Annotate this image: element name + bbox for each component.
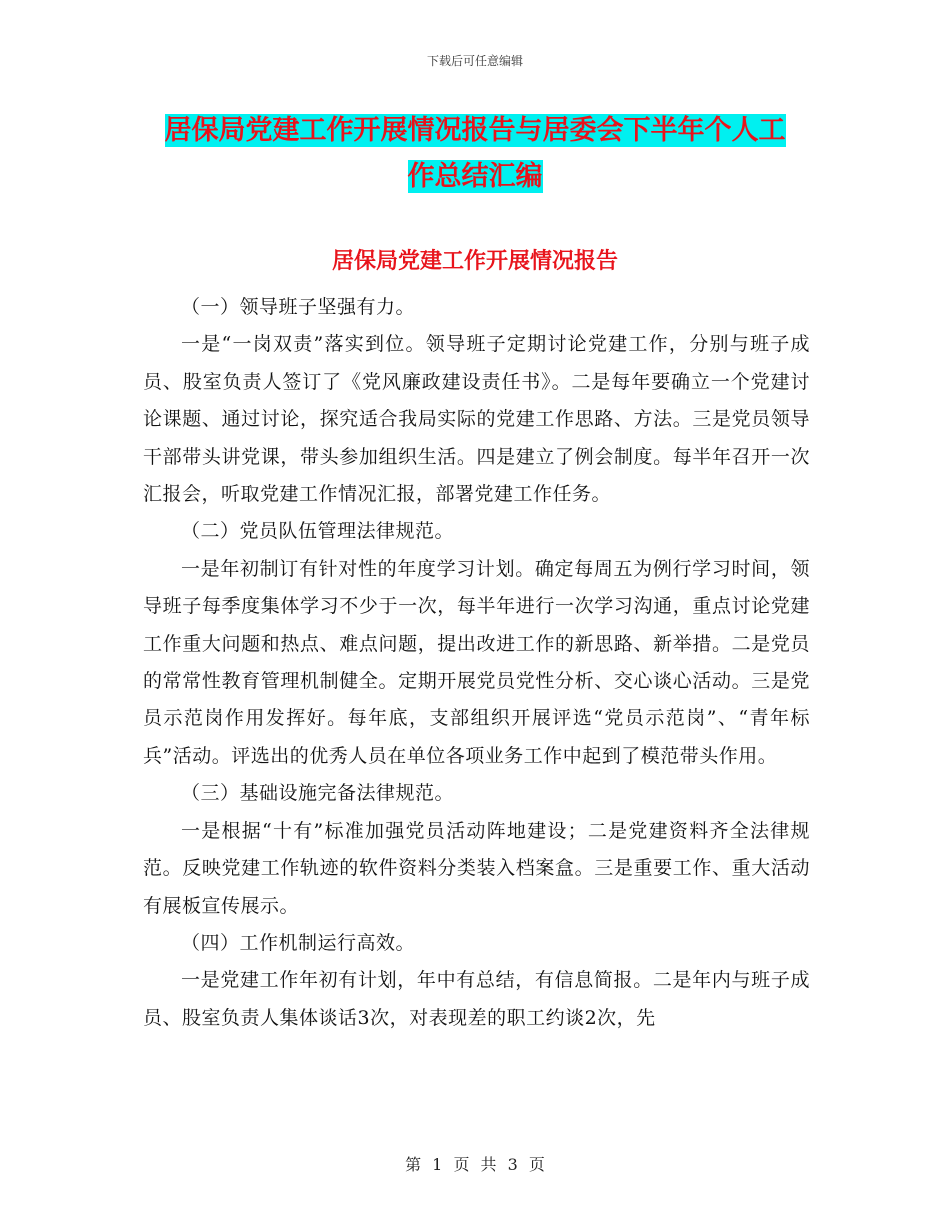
paragraph: 一是年初制订有针对性的年度学习计划。确定每周五为例行学习时间，领导班子每季度集体学习不少于一次，每半年进行一次学习沟通，重点讨论党建工作重大问题和热点、难点问题，提出改进工作的新思路、新举措。二是党员的常常性教育管理机制健全。定期开展党员党性分析、交心谈心活动。三是党员示范岗作用发挥好。每年底，支部组织开展评选“党员示范岗”、“青年标兵”活动。评选出的优秀人员在单位各项业务工作中起到了模范带头作用。	[143, 557, 810, 767]
paragraph: 一是“一岗双责”落实到位。领导班子定期讨论党建工作，分别与班子成员、股室负责人签订了《党风廉政建设责任书》。二是每年要确立一个党建讨论课题、通过讨论，探究适合我局实际的党建工作思路、方法。三是党员领导干部带头讲党课，带头参加组织生活。四是建立了例会制度。每半年召开一次汇报会，听取党建工作情况汇报，部署党建工作任务。	[143, 333, 810, 506]
header-note: 下载后可任意编辑	[426, 54, 523, 68]
paragraph-heading-4: （四）工作机制运行高效。	[181, 931, 416, 954]
paragraph-heading-3: （三）基础设施完备法律规范。	[181, 782, 455, 805]
document-body	[143, 289, 810, 1037]
paragraph: 一是党建工作年初有计划，年中有总结，有信息简报。二是年内与班子成员、股室负责人集体谈话3次，对表现差的职工约谈2次，先	[143, 969, 810, 1029]
document-title	[140, 108, 810, 200]
section-title: 居保局党建工作开展情况报告	[331, 249, 618, 274]
paragraph: 一是根据“十有”标准加强党员活动阵地建设；二是党建资料齐全法律规范。反映党建工作轨迹的软件资料分类装入档案盒。三是重要工作、重大活动有展板宣传展示。	[143, 819, 810, 917]
paragraph-heading-2: （二）党员队伍管理法律规范。	[181, 520, 455, 543]
document-title-line-2: 作总结汇编	[407, 161, 543, 192]
paragraph-heading-1: （一）领导班子坚强有力。	[181, 296, 416, 318]
page-number-footer: 第 1 页 共 3 页	[405, 1155, 545, 1174]
document-title-line-1: 居保局党建工作开展情况报告与居委会下半年个人工	[164, 115, 786, 146]
